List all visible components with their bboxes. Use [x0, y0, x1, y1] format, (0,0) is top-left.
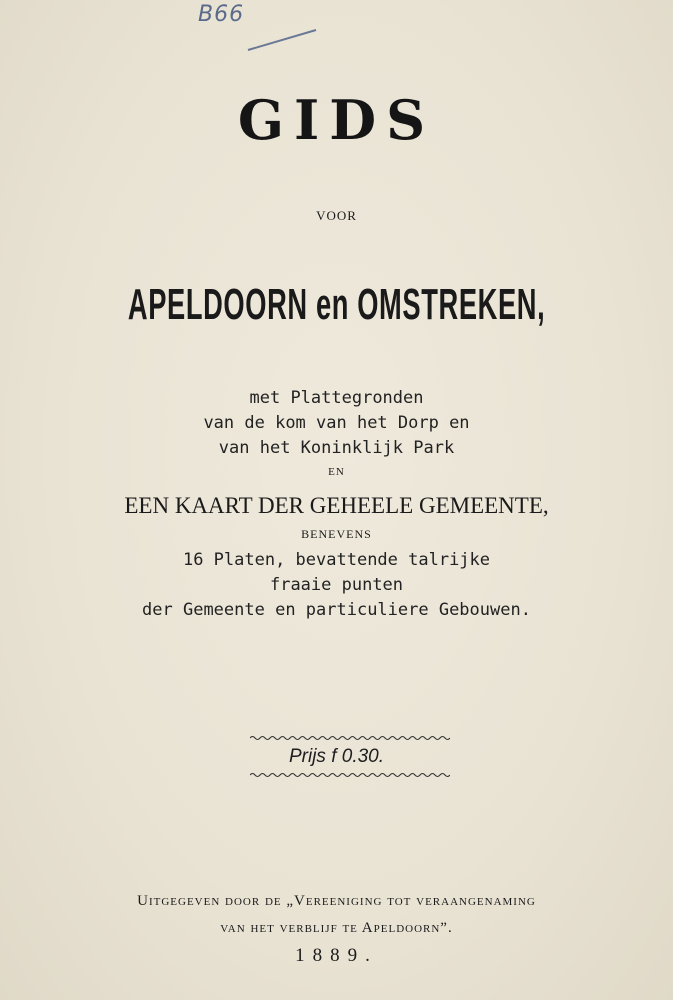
subtitle-line-2: van de kom van het Dorp en	[203, 413, 470, 433]
benevens-label: BENEVENS	[301, 527, 372, 541]
price-border-top	[250, 734, 450, 742]
subtitle-line-1: met Plattegronden	[249, 388, 424, 408]
pencil-stroke	[246, 26, 318, 52]
subtitle-line-3: van het Koninklijk Park	[218, 438, 455, 458]
en-label: EN	[328, 466, 345, 478]
subtitle-line-5: fraaie punten	[269, 575, 404, 595]
price-border-bottom	[250, 771, 450, 779]
publication-year: 1889.	[295, 945, 378, 966]
subtitle-line-4: 16 Platen, bevattende talrijke	[182, 550, 491, 570]
place-heading: APELDOORN en OMSTREKEN,	[127, 280, 546, 329]
kaart-heading: EEN KAART DER GEHEELE GEMEENTE,	[124, 493, 549, 518]
publisher-line-1: Uitgegeven door de „Vereeniging tot veraangenaming	[137, 893, 536, 909]
publisher-line-2: van het verblijf te Apeldoorn”.	[220, 920, 453, 936]
price-label: Prijs f 0.30.	[288, 746, 385, 767]
voor-label: VOOR	[316, 208, 357, 223]
subtitle-line-6: der Gemeente en particuliere Gebouwen.	[142, 600, 531, 620]
page-title: GIDS	[237, 88, 436, 152]
handwritten-shelfmark: B66	[198, 2, 245, 27]
